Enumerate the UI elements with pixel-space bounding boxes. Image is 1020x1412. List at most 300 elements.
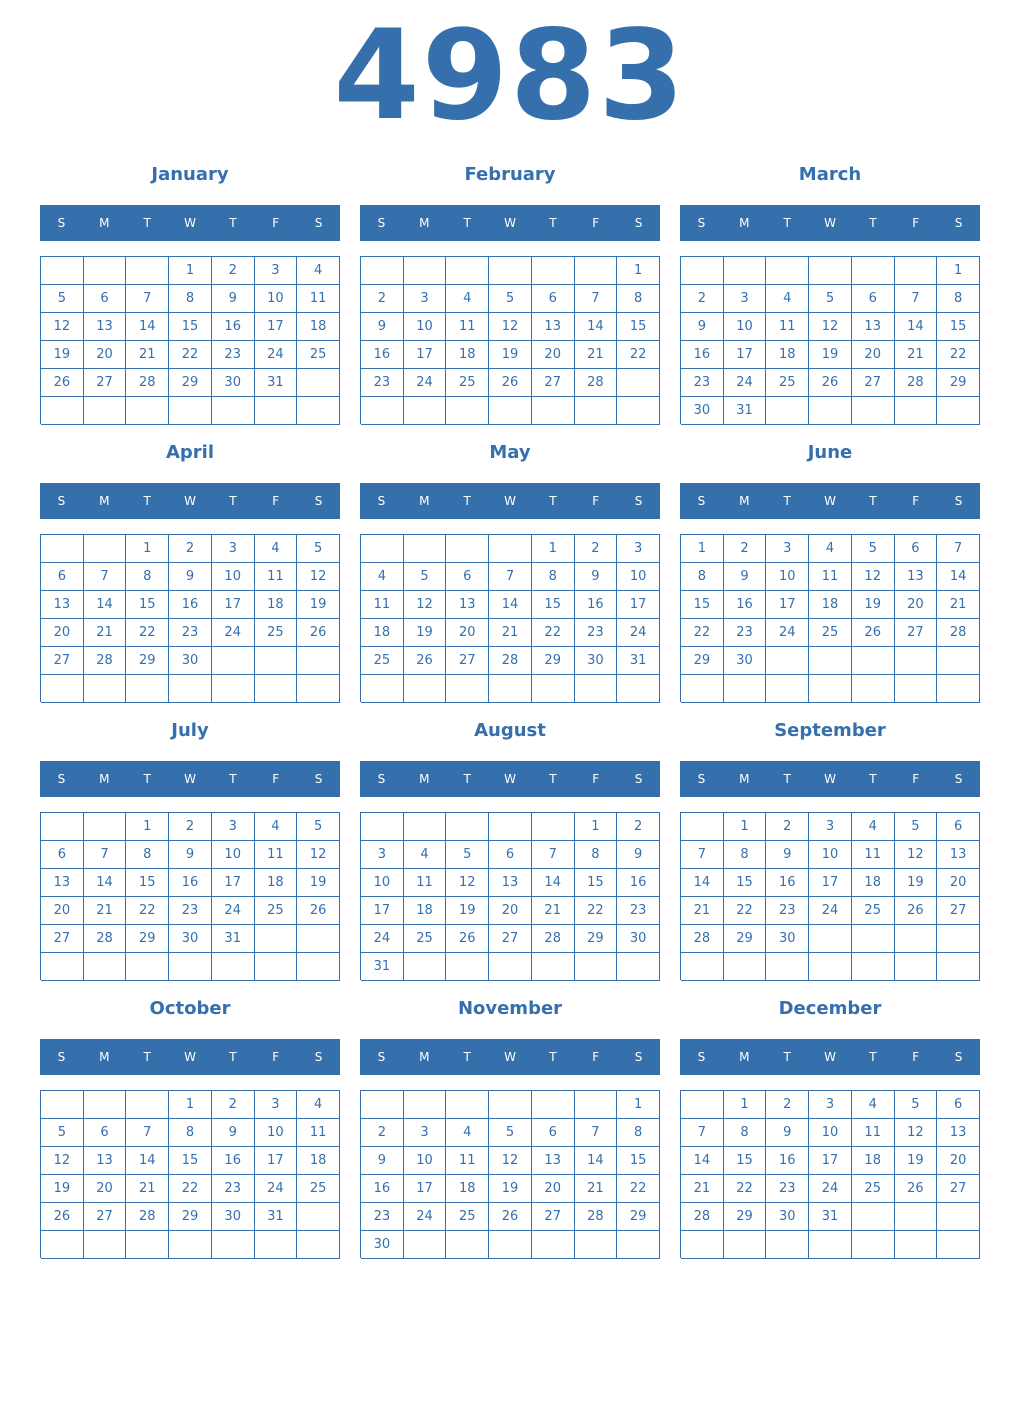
empty-day-cell (169, 1231, 212, 1259)
day-cell: 23 (575, 619, 618, 647)
day-cell: 20 (852, 341, 895, 369)
month-name: November (457, 998, 563, 1019)
weekday-label: F (272, 216, 280, 230)
day-cell: 1 (575, 813, 618, 841)
weekday-label: T (783, 1050, 791, 1064)
day-cell: 9 (766, 841, 809, 869)
day-cell: 23 (766, 1175, 809, 1203)
weekday-label: S (697, 216, 706, 230)
weekday-label: T (783, 772, 791, 786)
day-cell: 28 (575, 1203, 618, 1231)
weekday-label: M (419, 772, 430, 786)
day-cell: 25 (361, 647, 404, 675)
weekday-label: W (184, 494, 196, 508)
day-cell: 13 (532, 1147, 575, 1175)
weekday-label: T (463, 1050, 471, 1064)
day-cell: 27 (852, 369, 895, 397)
day-cell: 18 (255, 591, 298, 619)
day-cell: 22 (532, 619, 575, 647)
day-cell: 25 (809, 619, 852, 647)
day-cell: 3 (212, 535, 255, 563)
month-name: August (474, 720, 546, 741)
day-cell: 28 (532, 925, 575, 953)
empty-day-cell (489, 1231, 532, 1259)
day-cell: 12 (809, 313, 852, 341)
day-cell: 11 (766, 313, 809, 341)
day-cell: 1 (724, 813, 767, 841)
day-cell: 23 (617, 897, 660, 925)
day-cell: 9 (169, 841, 212, 869)
empty-day-cell (766, 647, 809, 675)
empty-day-cell (532, 397, 575, 425)
day-cell: 7 (681, 841, 724, 869)
day-cell: 10 (404, 1147, 447, 1175)
empty-day-cell (84, 1231, 127, 1259)
day-cell: 22 (937, 341, 980, 369)
day-cell: 5 (404, 563, 447, 591)
day-cell: 9 (361, 313, 404, 341)
day-cell: 11 (297, 285, 340, 313)
weekday-header (360, 483, 660, 519)
day-cell: 28 (681, 1203, 724, 1231)
day-cell: 31 (617, 647, 660, 675)
day-cell: 2 (361, 285, 404, 313)
empty-day-cell (361, 535, 404, 563)
day-cell: 23 (169, 619, 212, 647)
day-cell: 9 (681, 313, 724, 341)
day-cell: 4 (361, 563, 404, 591)
day-cell: 19 (41, 341, 84, 369)
day-cell: 10 (212, 841, 255, 869)
day-cell: 31 (809, 1203, 852, 1231)
day-cell: 14 (84, 869, 127, 897)
empty-day-cell (681, 1091, 724, 1119)
empty-day-cell (41, 535, 84, 563)
day-cell: 25 (297, 341, 340, 369)
empty-day-cell (809, 1231, 852, 1259)
day-cell: 24 (255, 341, 298, 369)
empty-day-cell (895, 257, 938, 285)
weekday-label: T (143, 1050, 151, 1064)
weekday-header (40, 761, 340, 797)
day-cell: 10 (255, 285, 298, 313)
day-cell: 15 (724, 869, 767, 897)
weekday-label: S (954, 494, 963, 508)
empty-day-cell (41, 1091, 84, 1119)
day-cell: 7 (937, 535, 980, 563)
day-cell: 1 (617, 257, 660, 285)
day-cell: 10 (361, 869, 404, 897)
day-cell: 29 (937, 369, 980, 397)
day-grid (360, 812, 660, 980)
weekday-label: S (954, 1050, 963, 1064)
empty-day-cell (852, 953, 895, 981)
day-cell: 18 (361, 619, 404, 647)
empty-day-cell (489, 813, 532, 841)
weekday-label: M (99, 494, 110, 508)
day-cell: 14 (681, 869, 724, 897)
day-cell: 13 (84, 1147, 127, 1175)
day-cell: 20 (41, 619, 84, 647)
empty-day-cell (297, 953, 340, 981)
empty-day-cell (532, 1091, 575, 1119)
day-cell: 2 (575, 535, 618, 563)
day-cell: 17 (255, 313, 298, 341)
weekday-label: M (419, 494, 430, 508)
empty-day-cell (617, 953, 660, 981)
day-cell: 18 (446, 1175, 489, 1203)
weekday-label: F (592, 494, 600, 508)
weekday-label: S (634, 494, 643, 508)
weekday-label: T (143, 216, 151, 230)
day-cell: 28 (937, 619, 980, 647)
day-cell: 17 (809, 869, 852, 897)
weekday-label: S (634, 216, 643, 230)
day-cell: 20 (41, 897, 84, 925)
weekday-label: W (504, 1050, 516, 1064)
day-cell: 17 (212, 869, 255, 897)
day-cell: 26 (297, 619, 340, 647)
empty-day-cell (617, 397, 660, 425)
day-cell: 8 (169, 285, 212, 313)
empty-day-cell (126, 1231, 169, 1259)
day-cell: 15 (724, 1147, 767, 1175)
day-cell: 24 (255, 1175, 298, 1203)
day-cell: 17 (212, 591, 255, 619)
day-cell: 26 (852, 619, 895, 647)
day-cell: 14 (84, 591, 127, 619)
weekday-label: S (634, 1050, 643, 1064)
weekday-label: M (419, 1050, 430, 1064)
empty-day-cell (681, 953, 724, 981)
empty-day-cell (937, 953, 980, 981)
weekday-label: T (143, 772, 151, 786)
day-cell: 19 (895, 869, 938, 897)
day-cell: 12 (41, 1147, 84, 1175)
empty-day-cell (809, 953, 852, 981)
day-cell: 11 (809, 563, 852, 591)
empty-day-cell (681, 1231, 724, 1259)
day-cell: 11 (297, 1119, 340, 1147)
day-cell: 7 (126, 1119, 169, 1147)
day-cell: 1 (937, 257, 980, 285)
weekday-header (40, 1039, 340, 1075)
day-cell: 2 (766, 1091, 809, 1119)
day-cell: 10 (617, 563, 660, 591)
day-cell: 4 (446, 285, 489, 313)
weekday-header (40, 483, 340, 519)
day-cell: 29 (126, 925, 169, 953)
empty-day-cell (446, 1231, 489, 1259)
day-cell: 17 (404, 341, 447, 369)
empty-day-cell (532, 953, 575, 981)
day-grid (40, 812, 340, 980)
day-grid (360, 1090, 660, 1258)
empty-day-cell (84, 953, 127, 981)
weekday-label: S (377, 494, 386, 508)
month-name: February (464, 164, 556, 185)
day-cell: 14 (489, 591, 532, 619)
empty-day-cell (724, 675, 767, 703)
day-cell: 14 (575, 313, 618, 341)
day-cell: 30 (617, 925, 660, 953)
day-cell: 1 (169, 257, 212, 285)
day-cell: 2 (169, 813, 212, 841)
empty-day-cell (575, 1091, 618, 1119)
day-cell: 5 (446, 841, 489, 869)
weekday-header (360, 761, 660, 797)
day-cell: 31 (255, 1203, 298, 1231)
empty-day-cell (895, 925, 938, 953)
weekday-label: T (869, 216, 877, 230)
empty-day-cell (297, 647, 340, 675)
day-cell: 2 (212, 1091, 255, 1119)
day-cell: 31 (724, 397, 767, 425)
empty-day-cell (297, 1231, 340, 1259)
empty-day-cell (169, 397, 212, 425)
empty-day-cell (681, 813, 724, 841)
empty-day-cell (84, 1091, 127, 1119)
day-cell: 4 (852, 813, 895, 841)
calendar-year-title: 4983 (333, 4, 687, 148)
day-cell: 20 (937, 1147, 980, 1175)
day-cell: 28 (84, 647, 127, 675)
day-cell: 13 (852, 313, 895, 341)
day-cell: 3 (255, 1091, 298, 1119)
month-name: September (774, 720, 886, 741)
day-cell: 21 (681, 1175, 724, 1203)
empty-day-cell (489, 675, 532, 703)
empty-day-cell (255, 925, 298, 953)
day-cell: 21 (575, 1175, 618, 1203)
day-cell: 18 (404, 897, 447, 925)
day-cell: 4 (766, 285, 809, 313)
day-cell: 12 (895, 1119, 938, 1147)
day-cell: 19 (489, 341, 532, 369)
day-cell: 1 (126, 535, 169, 563)
weekday-label: T (549, 216, 557, 230)
month-name: December (778, 998, 882, 1019)
weekday-header (680, 1039, 980, 1075)
weekday-label: W (824, 772, 836, 786)
day-cell: 27 (895, 619, 938, 647)
empty-day-cell (297, 925, 340, 953)
day-cell: 27 (937, 1175, 980, 1203)
weekday-label: W (504, 772, 516, 786)
empty-day-cell (84, 535, 127, 563)
day-cell: 4 (297, 1091, 340, 1119)
day-cell: 15 (617, 1147, 660, 1175)
empty-day-cell (404, 397, 447, 425)
day-cell: 3 (255, 257, 298, 285)
empty-day-cell (126, 953, 169, 981)
day-cell: 3 (404, 1119, 447, 1147)
day-cell: 29 (617, 1203, 660, 1231)
empty-day-cell (404, 1091, 447, 1119)
day-cell: 4 (297, 257, 340, 285)
day-cell: 14 (575, 1147, 618, 1175)
day-cell: 22 (169, 1175, 212, 1203)
weekday-label: S (377, 216, 386, 230)
day-cell: 5 (852, 535, 895, 563)
weekday-label: W (824, 494, 836, 508)
weekday-label: M (739, 494, 750, 508)
day-cell: 9 (724, 563, 767, 591)
day-cell: 8 (169, 1119, 212, 1147)
day-cell: 16 (169, 869, 212, 897)
day-cell: 1 (617, 1091, 660, 1119)
empty-day-cell (84, 397, 127, 425)
day-cell: 23 (169, 897, 212, 925)
day-cell: 3 (404, 285, 447, 313)
day-cell: 31 (212, 925, 255, 953)
weekday-label: T (463, 494, 471, 508)
day-cell: 8 (937, 285, 980, 313)
weekday-header (360, 205, 660, 241)
day-cell: 21 (532, 897, 575, 925)
empty-day-cell (126, 1091, 169, 1119)
day-cell: 26 (895, 1175, 938, 1203)
empty-day-cell (404, 953, 447, 981)
empty-day-cell (937, 1203, 980, 1231)
day-cell: 26 (41, 369, 84, 397)
day-cell: 13 (41, 591, 84, 619)
day-cell: 6 (84, 285, 127, 313)
weekday-label: T (229, 772, 237, 786)
day-cell: 1 (681, 535, 724, 563)
empty-day-cell (809, 257, 852, 285)
day-cell: 23 (681, 369, 724, 397)
empty-day-cell (617, 369, 660, 397)
day-cell: 16 (212, 1147, 255, 1175)
day-cell: 4 (446, 1119, 489, 1147)
day-cell: 25 (852, 897, 895, 925)
day-cell: 24 (809, 1175, 852, 1203)
empty-day-cell (937, 675, 980, 703)
day-cell: 19 (852, 591, 895, 619)
day-cell: 12 (852, 563, 895, 591)
day-cell: 13 (937, 841, 980, 869)
empty-day-cell (895, 953, 938, 981)
day-cell: 8 (126, 563, 169, 591)
day-cell: 26 (446, 925, 489, 953)
day-cell: 28 (895, 369, 938, 397)
day-cell: 30 (766, 1203, 809, 1231)
day-cell: 13 (41, 869, 84, 897)
day-cell: 17 (404, 1175, 447, 1203)
weekday-label: S (314, 216, 323, 230)
day-cell: 10 (255, 1119, 298, 1147)
day-cell: 21 (681, 897, 724, 925)
day-cell: 17 (809, 1147, 852, 1175)
day-cell: 30 (724, 647, 767, 675)
empty-day-cell (41, 397, 84, 425)
day-cell: 30 (212, 1203, 255, 1231)
day-cell: 18 (809, 591, 852, 619)
day-cell: 27 (84, 1203, 127, 1231)
day-cell: 28 (126, 1203, 169, 1231)
day-cell: 24 (212, 619, 255, 647)
month-name: July (171, 720, 209, 741)
day-cell: 11 (446, 313, 489, 341)
empty-day-cell (766, 1231, 809, 1259)
day-cell: 13 (895, 563, 938, 591)
day-cell: 18 (255, 869, 298, 897)
empty-day-cell (41, 1231, 84, 1259)
weekday-label: F (272, 772, 280, 786)
day-grid (40, 534, 340, 702)
day-cell: 12 (489, 1147, 532, 1175)
day-cell: 4 (255, 813, 298, 841)
month-name: May (489, 442, 531, 463)
day-cell: 20 (937, 869, 980, 897)
day-cell: 30 (681, 397, 724, 425)
empty-day-cell (809, 647, 852, 675)
day-cell: 25 (255, 619, 298, 647)
empty-day-cell (361, 397, 404, 425)
day-cell: 6 (84, 1119, 127, 1147)
empty-day-cell (895, 397, 938, 425)
empty-day-cell (212, 1231, 255, 1259)
empty-day-cell (852, 397, 895, 425)
day-grid (680, 256, 980, 424)
weekday-label: F (912, 216, 920, 230)
day-cell: 9 (617, 841, 660, 869)
day-cell: 4 (852, 1091, 895, 1119)
empty-day-cell (297, 675, 340, 703)
weekday-label: F (592, 1050, 600, 1064)
empty-day-cell (895, 647, 938, 675)
day-cell: 7 (84, 841, 127, 869)
empty-day-cell (404, 257, 447, 285)
day-cell: 11 (404, 869, 447, 897)
day-cell: 30 (766, 925, 809, 953)
day-cell: 30 (361, 1231, 404, 1259)
empty-day-cell (489, 535, 532, 563)
empty-day-cell (937, 925, 980, 953)
day-cell: 10 (766, 563, 809, 591)
weekday-label: T (869, 772, 877, 786)
empty-day-cell (532, 813, 575, 841)
day-cell: 27 (41, 647, 84, 675)
empty-day-cell (766, 953, 809, 981)
weekday-label: F (912, 494, 920, 508)
day-cell: 15 (169, 1147, 212, 1175)
day-cell: 15 (126, 591, 169, 619)
day-cell: 10 (724, 313, 767, 341)
day-cell: 29 (126, 647, 169, 675)
empty-day-cell (212, 675, 255, 703)
day-cell: 6 (895, 535, 938, 563)
weekday-label: M (739, 772, 750, 786)
day-cell: 5 (489, 1119, 532, 1147)
day-cell: 28 (681, 925, 724, 953)
empty-day-cell (297, 397, 340, 425)
empty-day-cell (532, 257, 575, 285)
day-cell: 30 (169, 925, 212, 953)
empty-day-cell (489, 397, 532, 425)
day-cell: 21 (895, 341, 938, 369)
empty-day-cell (575, 397, 618, 425)
day-cell: 13 (446, 591, 489, 619)
month-name: March (798, 164, 862, 185)
day-cell: 7 (895, 285, 938, 313)
day-cell: 23 (361, 1203, 404, 1231)
day-cell: 4 (404, 841, 447, 869)
day-cell: 24 (724, 369, 767, 397)
empty-day-cell (41, 257, 84, 285)
day-cell: 12 (41, 313, 84, 341)
